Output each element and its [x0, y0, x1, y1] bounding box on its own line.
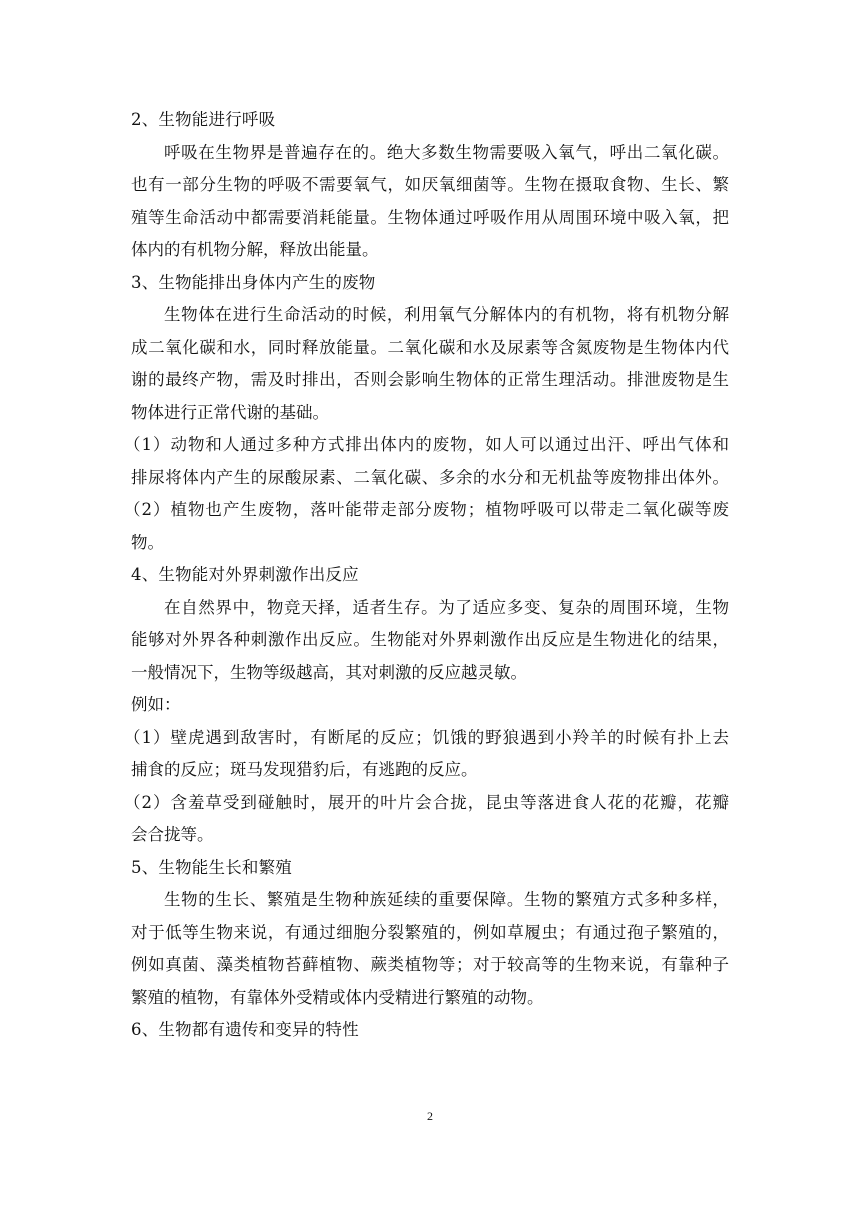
paragraph-line: 物体进行正常代谢的基础。: [131, 402, 329, 422]
paragraph-line: 例如真菌、藻类植物苔藓植物、蕨类植物等；对于较高等的生物来说，有靠种子: [131, 955, 729, 974]
paragraph-line: 也有一部分生物的呼吸不需要氧气，如厌氧细菌等。生物在摄取食物、生长、繁: [131, 175, 729, 194]
list-item-line: （1）动物和人通过多种方式排出体内的废物，如人可以通过出汗、呼出气体和: [124, 435, 729, 454]
paragraph-line: 一般情况下，生物等级越高，其对刺激的反应越灵敏。: [131, 662, 527, 682]
paragraph-line: 繁殖的植物，有靠体外受精或体内受精进行繁殖的动物。: [131, 987, 544, 1007]
list-item-line: 会合拢等。: [131, 825, 214, 844]
section-heading-growth: 5、生物能生长和繁殖: [131, 857, 292, 877]
page-body: [124, 104, 729, 1047]
paragraph-line: 在自然界中，物竞天择，适者生存。为了适应多变、复杂的周围环境，生物: [164, 597, 729, 617]
list-item-line: 排尿将体内产生的尿酸尿素、二氧化碳、多余的水分和无机盐等废物排出体外。: [131, 467, 729, 487]
paragraph-line: 能够对外界各种刺激作出反应。生物能对外界刺激作出反应是生物进化的结果，: [131, 630, 729, 649]
paragraph-line: 谢的最终产物，需及时排出，否则会影响生物体的正常生理活动。排泄废物是生: [131, 370, 729, 389]
paragraph-line: 生物的生长、繁殖是生物种族延续的重要保障。生物的繁殖方式多种多样，: [164, 890, 729, 909]
section-heading-waste: 3、生物能排出身体内产生的废物: [131, 272, 376, 292]
paragraph-line: 体内的有机物分解，释放出能量。: [131, 240, 379, 259]
list-item-line: 物。: [131, 532, 164, 552]
paragraph-line: 殖等生命活动中都需要消耗能量。生物体通过呼吸作用从周围环境中吸入氧，把: [131, 207, 729, 227]
list-item-line: 捕食的反应；斑马发现猎豹后，有逃跑的反应。: [131, 760, 478, 779]
example-label: 例如：: [131, 695, 181, 714]
paragraph-line: 对于低等生物来说，有通过细胞分裂繁殖的，例如草履虫；有通过孢子繁殖的，: [131, 922, 729, 942]
section-heading-stimulus: 4、生物能对外界刺激作出反应: [131, 565, 359, 584]
section-heading-respiration: 2、生物能进行呼吸: [131, 110, 276, 129]
list-item-line: （1）壁虎遇到敌害时，有断尾的反应；饥饿的野狼遇到小羚羊的时候有扑上去: [124, 727, 729, 747]
section-heading-heredity: 6、生物都有遗传和变异的特性: [131, 1020, 359, 1039]
list-item-line: （2）植物也产生废物，落叶能带走部分废物；植物呼吸可以带走二氧化碳等废: [124, 500, 729, 519]
list-item-line: （2）含羞草受到碰触时，展开的叶片会合拢，昆虫等落进食人花的花瓣，花瓣: [124, 792, 729, 812]
paragraph-line: 呼吸在生物界是普遍存在的。绝大多数生物需要吸入氧气，呼出二氧化碳。: [164, 142, 729, 162]
paragraph-line: 成二氧化碳和水，同时释放能量。二氧化碳和水及尿素等含氮废物是生物体内代: [131, 337, 729, 357]
paragraph-line: 生物体在进行生命活动的时候，利用氧气分解体内的有机物，将有机物分解: [164, 305, 729, 324]
page-number: 2: [427, 1109, 433, 1123]
